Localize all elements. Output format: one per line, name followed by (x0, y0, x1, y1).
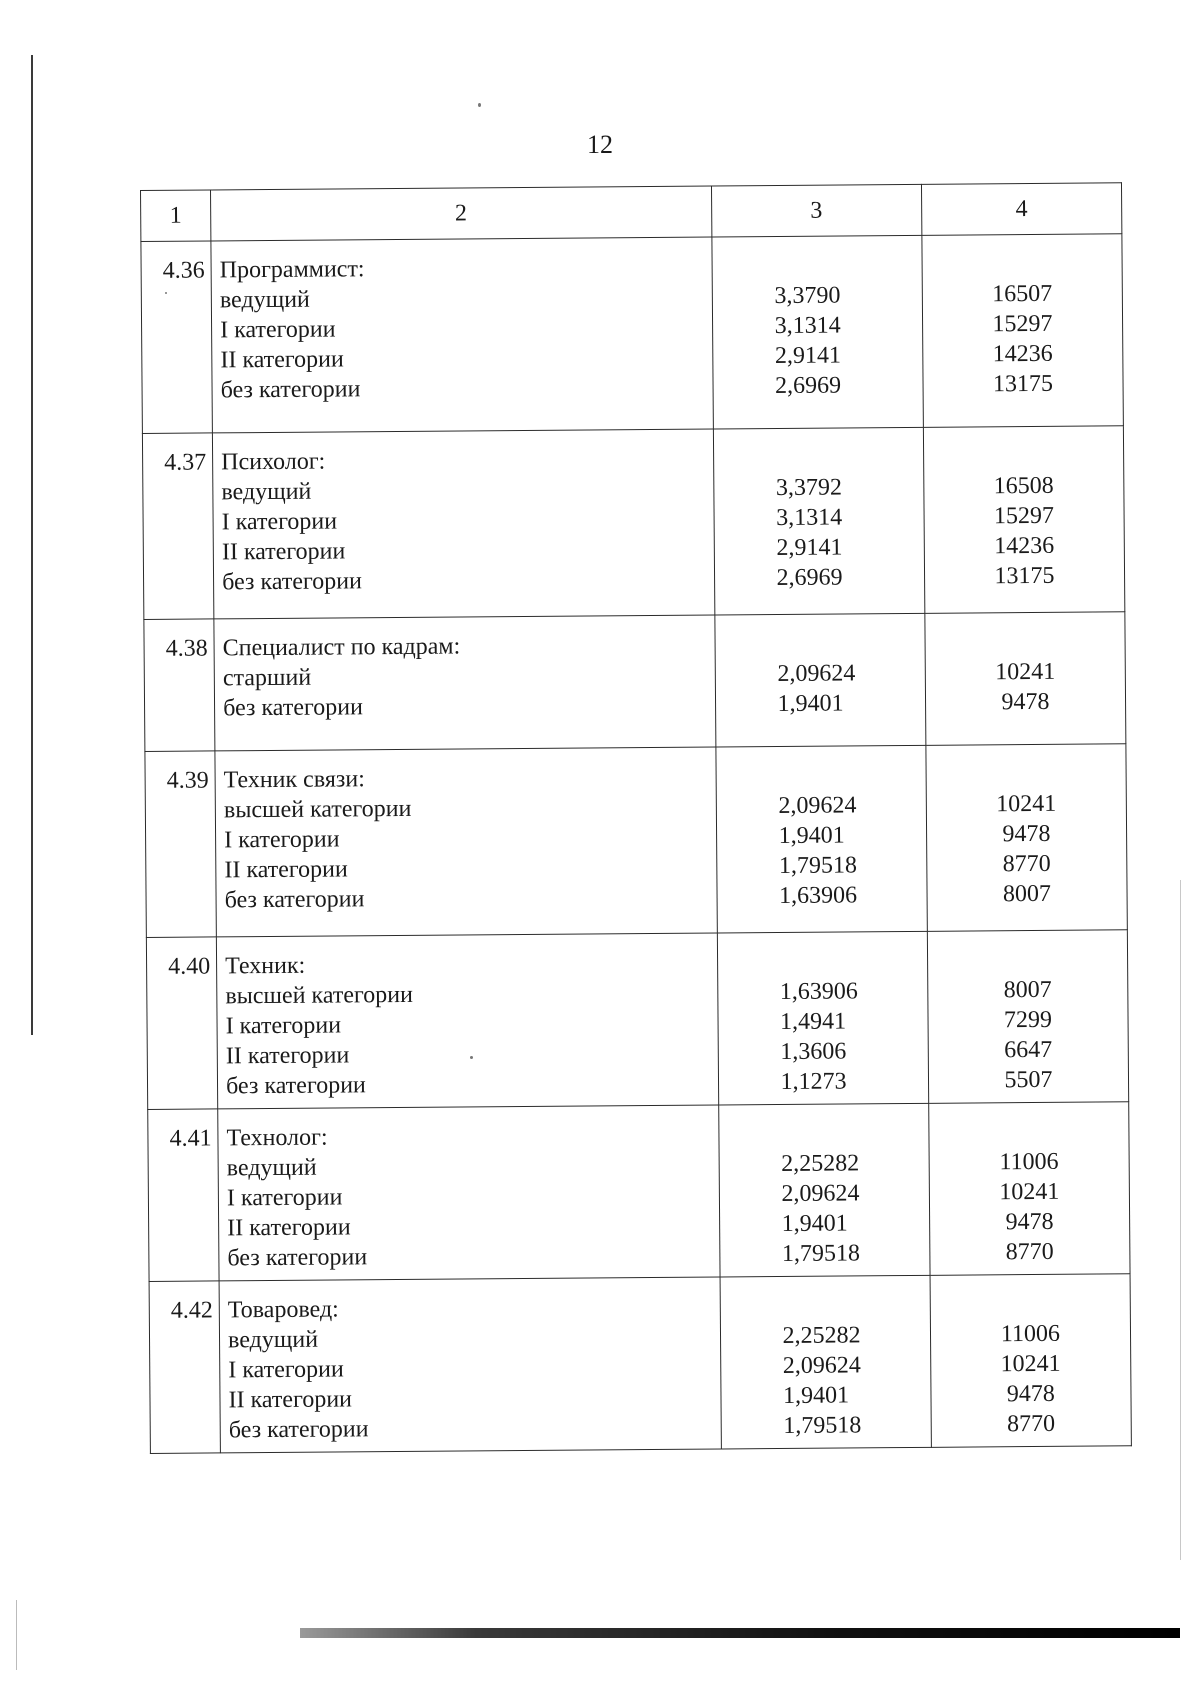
salary-cell (930, 1274, 1132, 1448)
position-cell (214, 615, 716, 751)
category-label: I категории (221, 508, 338, 536)
coefficient-cell (714, 613, 925, 747)
category-label: II категории (228, 1386, 353, 1414)
category-label: I категории (225, 1012, 342, 1040)
header-col-4: 4 (921, 183, 1122, 236)
category-label: без категории (227, 1244, 368, 1272)
salary-cell (923, 426, 1125, 614)
category-label: без категории (228, 1416, 369, 1444)
table-row (141, 234, 1123, 434)
category-label: старший (222, 664, 312, 692)
coefficient-value: 1,9401 (777, 690, 844, 718)
salary-cell (927, 930, 1129, 1104)
coefficient-value: 1,79518 (778, 852, 857, 880)
salary-value: 11006 (1000, 1320, 1061, 1348)
coefficient-value: 2,09624 (778, 792, 857, 820)
coefficient-cell (717, 931, 929, 1105)
salary-value: 13175 (994, 562, 1055, 590)
category-label: ведущий (219, 286, 310, 314)
header-col-2: 2 (211, 186, 712, 241)
coefficient-value: 2,09624 (781, 1180, 860, 1207)
salary-value: 9478 (1005, 1208, 1054, 1236)
category-label: ведущий (226, 1154, 317, 1182)
salary-value: 15297 (993, 502, 1055, 530)
coefficient-value: 1,3606 (780, 1038, 847, 1065)
salary-value: 8007 (1002, 880, 1052, 908)
position-title: Программист: (219, 256, 365, 284)
salary-value: 11006 (999, 1148, 1059, 1176)
category-label: II категории (220, 346, 344, 374)
header-col-3: 3 (711, 184, 922, 237)
row-number: 4.40 (168, 953, 211, 980)
position-cell (218, 1105, 720, 1281)
category-label: I категории (228, 1356, 344, 1384)
row-number: 4.38 (165, 635, 208, 662)
coefficient-value: 1,63906 (779, 882, 858, 910)
category-label: II категории (225, 1042, 350, 1070)
position-title: Техник связи: (223, 766, 365, 794)
category-label: I категории (224, 826, 340, 854)
row-number-cell (149, 1281, 220, 1454)
salary-value: 14236 (994, 532, 1055, 560)
scan-edge-mark (31, 55, 33, 1035)
category-label: высшей категории (223, 795, 412, 824)
table-body (141, 234, 1131, 1454)
salary-value: 9478 (1006, 1380, 1055, 1408)
row-number-cell (142, 433, 214, 620)
category-label: без категории (226, 1072, 366, 1100)
row-number: 4.37 (164, 449, 207, 476)
row-number-cell (141, 241, 213, 434)
coefficient-value: 1,9401 (782, 1382, 850, 1409)
row-number: 4.42 (170, 1297, 213, 1324)
coefficient-value: 3,1314 (776, 504, 843, 532)
row-number: 4.36 (162, 257, 205, 284)
scan-edge-mark (16, 1600, 17, 1670)
position-cell (212, 429, 714, 619)
coefficient-value: 1,79518 (783, 1412, 862, 1439)
table-header-row (141, 183, 1122, 242)
salary-value: 16508 (993, 472, 1054, 500)
category-label: высшей категории (225, 981, 413, 1010)
salary-value: 8770 (1006, 1410, 1056, 1438)
coefficient-value: 2,9141 (776, 534, 843, 562)
row-number-cell (144, 619, 215, 752)
scan-edge-mark (1180, 880, 1181, 1560)
category-label: II категории (221, 538, 346, 566)
salary-value: 13175 (992, 370, 1054, 398)
row-number: 4.41 (169, 1125, 212, 1152)
salary-cell (928, 1102, 1130, 1276)
coefficient-value: 2,09624 (777, 660, 856, 688)
table-row (149, 1274, 1131, 1454)
scan-speck (478, 103, 481, 107)
salary-cell (926, 744, 1128, 932)
coefficient-value: 3,3792 (775, 474, 843, 502)
position-title: Психолог: (221, 448, 326, 476)
category-label: I категории (220, 316, 336, 344)
salary-value: 10241 (996, 790, 1057, 818)
coefficient-cell (711, 235, 923, 429)
category-label: II категории (227, 1214, 351, 1242)
position-title: Техник: (225, 952, 306, 980)
position-cell (211, 237, 713, 433)
category-label: без категории (224, 886, 365, 914)
category-label: без категории (220, 376, 361, 404)
category-label: без категории (223, 694, 363, 722)
position-title: Товаровед: (227, 1296, 339, 1324)
coefficient-value: 2,25282 (782, 1322, 861, 1349)
coefficient-value: 1,9401 (778, 822, 845, 850)
salary-value: 8770 (1002, 850, 1051, 878)
position-cell (215, 747, 717, 937)
page-number: 12 (587, 130, 613, 159)
category-label: ведущий (221, 478, 312, 506)
salary-value: 10241 (995, 658, 1056, 686)
coefficient-cell (713, 427, 925, 615)
salary-cell (925, 612, 1126, 746)
coefficient-value: 1,4941 (780, 1008, 847, 1035)
salary-value: 9478 (1002, 820, 1051, 848)
category-label: без категории (222, 568, 362, 596)
row-number-cell (148, 1109, 219, 1282)
coefficient-value: 1,63906 (779, 978, 858, 1005)
salary-value: 9478 (1001, 688, 1050, 716)
table-row (146, 930, 1128, 1110)
header-col-1: 1 (141, 190, 211, 242)
salary-value: 14236 (992, 340, 1053, 368)
table-row (144, 612, 1126, 752)
table-row (142, 426, 1124, 620)
category-label: ведущий (227, 1326, 319, 1354)
coefficient-cell (715, 745, 927, 933)
coefficient-value: 2,6969 (775, 372, 842, 400)
salary-value: 15297 (992, 310, 1053, 338)
row-number-cell (145, 751, 217, 938)
salary-value: 5507 (1004, 1066, 1053, 1094)
row-number: 4.39 (166, 767, 209, 794)
coefficient-value: 2,09624 (782, 1352, 861, 1379)
coefficient-cell (720, 1275, 932, 1449)
coefficient-value: 2,9141 (774, 342, 841, 370)
salary-value: 16507 (992, 280, 1053, 308)
salary-value: 10241 (999, 1178, 1060, 1206)
category-label: II категории (224, 856, 348, 884)
table-row (145, 744, 1127, 938)
position-title: Специалист по кадрам: (222, 633, 461, 662)
table-row (148, 1102, 1130, 1282)
position-cell (216, 933, 718, 1109)
tariff-table (140, 182, 1132, 1454)
salary-value: 6647 (1004, 1036, 1053, 1064)
coefficient-value: 2,25282 (781, 1150, 860, 1177)
position-cell (219, 1277, 721, 1453)
coefficient-value: 1,1273 (780, 1068, 847, 1095)
coefficient-cell (718, 1103, 930, 1277)
coefficient-value: 1,9401 (781, 1210, 848, 1237)
salary-value: 8770 (1005, 1238, 1054, 1266)
coefficient-value: 1,79518 (781, 1240, 861, 1267)
position-title: Технолог: (226, 1124, 328, 1152)
salary-value: 8007 (1003, 976, 1052, 1004)
salary-value: 10241 (1000, 1350, 1061, 1378)
salary-value: 7299 (1003, 1006, 1053, 1034)
category-label: I категории (226, 1184, 343, 1212)
row-number-cell (146, 937, 217, 1110)
salary-cell (922, 234, 1124, 428)
scan-bottom-bar (300, 1628, 1180, 1638)
coefficient-value: 3,3790 (774, 282, 841, 310)
coefficient-value: 3,1314 (774, 312, 841, 340)
coefficient-value: 2,6969 (776, 564, 843, 592)
